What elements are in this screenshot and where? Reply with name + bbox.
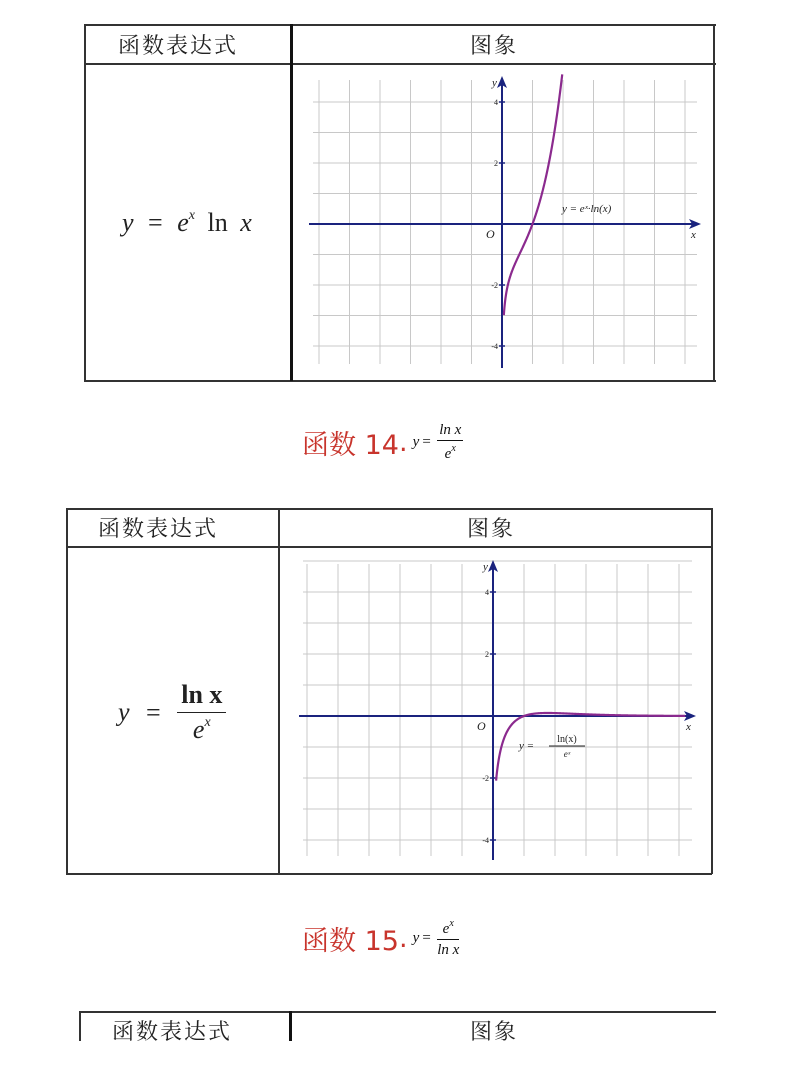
formula-fraction (437, 422, 463, 463)
table-border-right (711, 508, 713, 874)
expr-y: y (118, 697, 130, 727)
origin-label: O (477, 719, 486, 733)
y-tick-label: 2 (494, 159, 498, 168)
table-border-right (713, 24, 715, 381)
caption-formula (413, 918, 460, 959)
expr-equals: = (146, 697, 161, 727)
expression-cell (118, 680, 226, 745)
table-header-divider (84, 63, 716, 65)
header-expression: 函数表达式 (112, 1020, 233, 1045)
formula-y: y (412, 433, 420, 450)
table-border-left (79, 1011, 81, 1041)
table-border-left (84, 24, 86, 381)
table-column-divider (278, 508, 280, 874)
y-tick-label: -4 (482, 836, 489, 845)
caption-function-14 (302, 422, 463, 463)
graph-ln-over-exp (295, 556, 700, 864)
formula-equals: = (421, 433, 432, 450)
caption-dot: . (398, 427, 408, 458)
table-header-divider (66, 546, 712, 548)
caption-dot: . (398, 923, 408, 954)
y-tick-label: 2 (485, 650, 489, 659)
y-tick-label: -4 (491, 342, 498, 351)
curve-label-denominator: eˣ (563, 749, 571, 759)
formula-numerator-exp: x (449, 918, 454, 929)
y-axis-label: y (483, 561, 488, 573)
formula-numerator-base: e (442, 921, 450, 937)
caption-formula (413, 422, 464, 463)
x-axis-label: x (691, 229, 696, 241)
formula-denominator-base: e (444, 446, 452, 462)
header-expression: 函数表达式 (118, 34, 239, 59)
table-border-top (66, 508, 712, 510)
formula-fraction (437, 918, 459, 959)
table-column-divider (289, 1011, 292, 1041)
y-tick-label: -2 (491, 281, 498, 290)
header-graph: 图象 (470, 1020, 519, 1045)
header-expression: 函数表达式 (98, 517, 219, 542)
expr-y: y (122, 208, 134, 237)
y-tick-label: -2 (482, 774, 489, 783)
table-border-left (66, 508, 68, 874)
formula-y: y (412, 929, 420, 946)
formula-denominator-exp: x (451, 443, 456, 454)
expr-var: x (240, 208, 252, 237)
table-border-top (79, 1011, 716, 1013)
curve-label-lhs: y = (519, 740, 535, 752)
expr-ln: ln (207, 208, 228, 237)
expr-base: e (177, 208, 189, 237)
curve-label-numerator: ln(x) (557, 734, 577, 745)
table-border-bottom (84, 380, 716, 382)
table-border-top (84, 24, 716, 26)
x-axis-label: x (686, 721, 691, 733)
function-curve (504, 74, 562, 315)
table-border-bottom (66, 873, 712, 875)
y-tick-label: 4 (485, 588, 489, 597)
expr-exponent: x (188, 208, 195, 223)
expr-denominator-base: e (192, 715, 205, 744)
expr-denominator-exp: x (204, 715, 211, 730)
expr-fraction (177, 680, 226, 745)
header-graph: 图象 (470, 34, 519, 59)
y-axis-label: y (492, 77, 497, 89)
table-column-divider (290, 24, 293, 381)
expr-equals: = (148, 208, 163, 237)
origin-label: O (486, 227, 495, 241)
caption-label: 函数 14 (302, 430, 399, 461)
curve-label: y = eˣ·ln(x) (562, 203, 612, 215)
formula-numerator: ln x (437, 422, 463, 441)
expr-numerator: ln x (177, 680, 226, 713)
graph-exp-times-ln (305, 72, 705, 372)
header-graph: 图象 (467, 517, 516, 542)
caption-label: 函数 15 (302, 926, 399, 957)
caption-function-15 (302, 918, 459, 959)
y-tick-label: 4 (494, 98, 498, 107)
formula-denominator: ln x (437, 942, 460, 958)
expression-cell (122, 208, 252, 238)
formula-equals: = (421, 929, 432, 946)
